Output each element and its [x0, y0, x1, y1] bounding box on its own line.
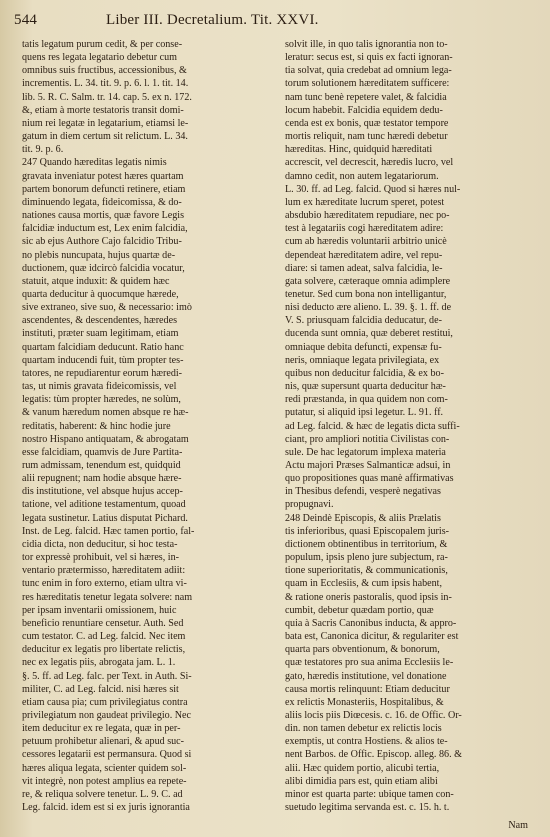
- text-line: nium rei legatæ in legatarium, etiamsi le-: [22, 117, 189, 129]
- text-line: cumbit, debetur quædam portio, quæ: [285, 604, 434, 616]
- text-line: alibi dimidia pars est, quin etiam alibi: [285, 775, 438, 787]
- text-line: cum ab hæredis voluntarii arbitrio unicè: [285, 236, 447, 248]
- text-line: din. non tamen debetur ex relictis locis: [285, 723, 442, 735]
- page-number: 544: [14, 12, 38, 28]
- text-line: suetudo legitima servanda est. c. 15. h. t.: [285, 802, 450, 814]
- catchword: Nam: [508, 820, 528, 831]
- text-line: hæreditas. Hinc, quidquid hæreditati: [285, 144, 433, 156]
- text-line: ducenda sunt omnia, quæ deberet restitui,: [285, 328, 453, 340]
- text-line: sic ab ejus Authore Cajo falcidio Tribu-: [22, 236, 182, 248]
- text-line: test à legatariis cogi hæreditatem adire:: [285, 223, 444, 235]
- text-line: hæres aliqua legata, scienter quidem sol-: [22, 762, 187, 774]
- text-line: reditatis, haberent: & hinc hodie jure: [22, 420, 171, 432]
- text-line: alii. Hæc quidem portio, alicubi tertia,: [285, 762, 440, 774]
- text-line: lib. 5. R. C. Salm. tr. 14. cap. 5. ex n. 172.: [22, 91, 192, 103]
- text-line: quens res legata legatario debetur cum: [22, 52, 177, 64]
- text-line: legatis: tùm propter hæredes, ne solùm,: [22, 394, 181, 406]
- text-line: diare: si tamen adeat, salva falcidia, le-: [285, 262, 443, 274]
- text-line: ascendentes, & descendentes, hæredes: [22, 315, 177, 327]
- text-line: no plebis nuncupata, hujus quartæ de-: [22, 249, 176, 261]
- text-line: tatione, vel aditione testamentum, quoad: [22, 499, 186, 511]
- left-column: [22, 38, 268, 814]
- text-line: tione superioritatis, & communicationis,: [285, 565, 448, 577]
- text-line: populum, ipsis pleno jure subjectum, ra-: [285, 552, 448, 564]
- text-line: 248 Deindè Episcopis, & aliis Prælatis: [285, 512, 441, 524]
- text-line: ex relictis Monasteriis, Hospitalibus, &: [285, 696, 444, 708]
- text-line: dis institutione, vel absque hujus accep-: [22, 486, 183, 498]
- text-line: §. 5. ff. ad Leg. falc. per Text. in Auth. Si-: [22, 670, 192, 682]
- text-line: vit integrè, non potest amplius ea repete-: [22, 775, 187, 787]
- text-line: tis inferioribus, quasi Episcopalem juris-: [285, 525, 449, 537]
- text-line: partem bonorum defuncti retinere, etiam: [22, 183, 186, 195]
- text-line: in Thesibus defendi, vesperè negativas: [285, 486, 441, 498]
- text-line: Leg. falcid. idem est si ex juris ignorantia: [22, 802, 190, 814]
- text-line: leratur: secus est, si quis ex facti ignoran-: [285, 52, 453, 64]
- text-line: quo propositiones quas manè affirmativas: [285, 473, 454, 485]
- text-line: damno cedit, non autem legatariorum.: [285, 170, 439, 182]
- text-line: etiam causa pia; cum privilegiatus contra: [22, 696, 188, 708]
- text-line: nam tunc benè repetere valet, & falcidia: [285, 91, 447, 103]
- text-line: instituti, præter suam legitimam, etiam: [22, 328, 179, 340]
- text-line: tunc enim in foro externo, etiam ultra vi-: [22, 578, 187, 590]
- text-line: quarta deducitur à quocumque hærede,: [22, 288, 179, 300]
- text-line: aliis locis piis Diœcesis. c. 16. de Offic. Or-: [285, 709, 462, 721]
- text-line: bata est, Canonica dicitur, & regulariter est: [285, 631, 459, 643]
- text-line: ad Leg. falcid. & hæc de legatis dicta suffi-: [285, 420, 460, 432]
- text-line: V. S. priusquam falcidia deducatur, de-: [285, 315, 442, 327]
- text-line: dictionem obtinentibus in territorium, &: [285, 538, 448, 550]
- text-line: Actu majori Præses Salmanticæ adsui, in: [285, 460, 451, 471]
- text-line: re, & reliqua solvere tenetur. L. 9. C. ad: [22, 788, 183, 800]
- text-line: incrementis. L. 34. tit. 9. p. 6. l. 1. tit. 14.: [22, 78, 189, 90]
- text-line: rum admissam, tenendum est, quidquid: [22, 460, 181, 471]
- text-line: lum ex hæreditate lucrum speret, potest: [285, 196, 445, 208]
- text-line: quia à Sacris Canonibus inducta, & appro-: [285, 617, 457, 629]
- text-line: petuum prohibetur alienari, & apud suc-: [22, 736, 185, 748]
- text-line: tor expressè prohibuit, vel si hæres, in-: [22, 552, 179, 564]
- text-line: nationes causa mortis, quæ favore Legis: [22, 210, 185, 222]
- text-line: cidia dicta, non deducitur, si hoc testa-: [22, 538, 178, 550]
- text-line: gatum in diem certum sit relictum. L. 34.: [22, 131, 188, 143]
- text-line: Inst. de Leg. falcid. Hæc tamen portio, fal-: [22, 525, 195, 537]
- text-line: 247 Quando hæreditas legatis nimis: [22, 157, 167, 169]
- text-line: ciant, pro ampliori notitia Civilistas con-: [285, 433, 450, 445]
- text-line: sule. De hac legatorum implexa materia: [285, 446, 446, 458]
- text-line: mortis reliquit, nam tunc hæredi debetur: [285, 131, 448, 143]
- text-line: esse falcidiam, quamvis de Jure Partita-: [22, 446, 183, 458]
- text-line: exemptis, ut contra Hostiens. & alios te-: [285, 736, 448, 748]
- text-line: solvit ille, in quo talis ignorantia non to-: [285, 39, 448, 50]
- text-line: gato, hæredis institutione, vel donatione: [285, 670, 447, 682]
- text-line: torum solutionem hæreditatem sufficere:: [285, 78, 450, 90]
- text-line: per ipsam inventarii omissionem, huic: [22, 604, 177, 616]
- text-line: militer, C. ad Leg. falcid. nisi hæres sit: [22, 683, 179, 695]
- text-line: beneficio renuntiare censetur. Auth. Sed: [22, 617, 184, 629]
- text-line: quartam falcidiam deducunt. Ratio hanc: [22, 341, 184, 353]
- text-line: ductionem, quæ idcircò falcidia vocatur,: [22, 262, 185, 274]
- text-line: quibus non deducitur falcidia, & ex bo-: [285, 367, 444, 379]
- text-line: quæ testatores pro sua anima Ecclesiis le-: [285, 657, 454, 669]
- text-line: dependeat hæreditatem adire, vel repu-: [285, 249, 443, 261]
- text-line: legata sustinetur. Latius disputat Pichard.: [22, 512, 188, 524]
- text-line: redi præstanda, in qua quidem non com-: [285, 394, 448, 406]
- text-line: quam in Ecclesiis, & cum ipsis habent,: [285, 578, 442, 590]
- text-line: tatis legatum purum cedit, & per conse-: [22, 39, 183, 50]
- text-line: minor est quarta parte: ubique tamen con-: [285, 788, 454, 800]
- text-line: sive extraneo, sive suo, & necessario: imò: [22, 302, 192, 314]
- text-line: neris, omniaque legata privilegiata, ex: [285, 354, 440, 366]
- text-line: tenetur. Sed cum bona non intelligantur,: [285, 288, 447, 300]
- text-line: diminuendo legata, fideicomissa, & do-: [22, 196, 182, 208]
- text-line: privilegiatum non gaudeat privilegio. Nec: [22, 709, 192, 721]
- text-line: quartam inducendi fuit, tùm propter tes-: [22, 354, 184, 366]
- text-line: deducitur ex legatis pro libertate relictis,: [22, 644, 186, 656]
- running-title: Liber III. Decretalium. Tit. XXVI.: [106, 12, 319, 28]
- text-line: nent Barbos. de Offic. Episcop. alleg. 86. &: [285, 749, 462, 761]
- text-line: &, etiam à morte testatoris transit domi-: [22, 104, 184, 116]
- text-line: quarta pars obventionum, & bonorum,: [285, 644, 440, 656]
- text-line: item deducitur ex re legata, quæ in per-: [22, 723, 181, 735]
- running-header: [14, 12, 536, 34]
- text-line: alii repugnent; nam hodie absque hære-: [22, 473, 182, 485]
- text-line: nis, quæ supersunt quarta deducitur hæ-: [285, 381, 446, 393]
- text-line: cessores legatarii est permansura. Quod si: [22, 749, 192, 761]
- text-line: nisi deducto ære alieno. L. 39. §. 1. ff. de: [285, 302, 452, 314]
- text-line: absdubio hæreditatem repudiare, nec po-: [285, 210, 450, 222]
- text-line: omnibus suis fructibus, accessionibus, &: [22, 65, 187, 77]
- text-line: & vanum hæredum nomen absque re hæ-: [22, 407, 189, 419]
- text-line: cenda est ex bonis, quæ testator tempore: [285, 117, 449, 129]
- text-line: accrescit, vel decrescit, hæredis lucro, vel: [285, 157, 454, 169]
- text-line: tas, ut nimis gravata fideicomissis, vel: [22, 381, 177, 393]
- text-line: res hæreditatis tenetur legata solvere: nam: [22, 591, 193, 603]
- text-line: ventario prætermisso, hæreditatem adiit:: [22, 565, 186, 577]
- text-line: & ratione oneris pastoralis, quod ipsis in-: [285, 591, 452, 603]
- text-line: nostro Hispano antiquatam, & abrogatam: [22, 433, 189, 445]
- text-line: falcidiæ inductum est, Lex enim falcidia,: [22, 223, 188, 235]
- text-line: statuit, atque induxit: & quidem hæc: [22, 275, 170, 287]
- text-line: gata solvere, cæteraque omnia adimplere: [285, 275, 451, 287]
- text-line: putatur, si aliquid ipsi legetur. L. 91. ff.: [285, 407, 444, 419]
- text-line: tia solvat, quia credebat ad omnium lega-: [285, 65, 452, 77]
- text-line: tatores, ne repudiarentur eorum hæredi-: [22, 367, 183, 379]
- text-line: tit. 9. p. 6.: [22, 144, 64, 156]
- right-column: [285, 38, 533, 814]
- text-line: cum testator. C. ad Leg. falcid. Nec item: [22, 631, 186, 643]
- text-line: gravata inveniatur potest hæres quartam: [22, 170, 184, 182]
- text-line: L. 30. ff. ad Leg. falcid. Quod si hæres nul-: [285, 183, 461, 195]
- text-line: locum habebit. Falcidia equidem dedu-: [285, 104, 443, 116]
- text-line: causa mortis relinquunt: Etiam deducitur: [285, 683, 450, 695]
- text-line: nec ex legatis piis, abrogata jam. L. 1.: [22, 657, 176, 669]
- text-line: omniaque debita defuncti, expensæ fu-: [285, 341, 442, 353]
- text-line: propugnavi.: [285, 499, 334, 511]
